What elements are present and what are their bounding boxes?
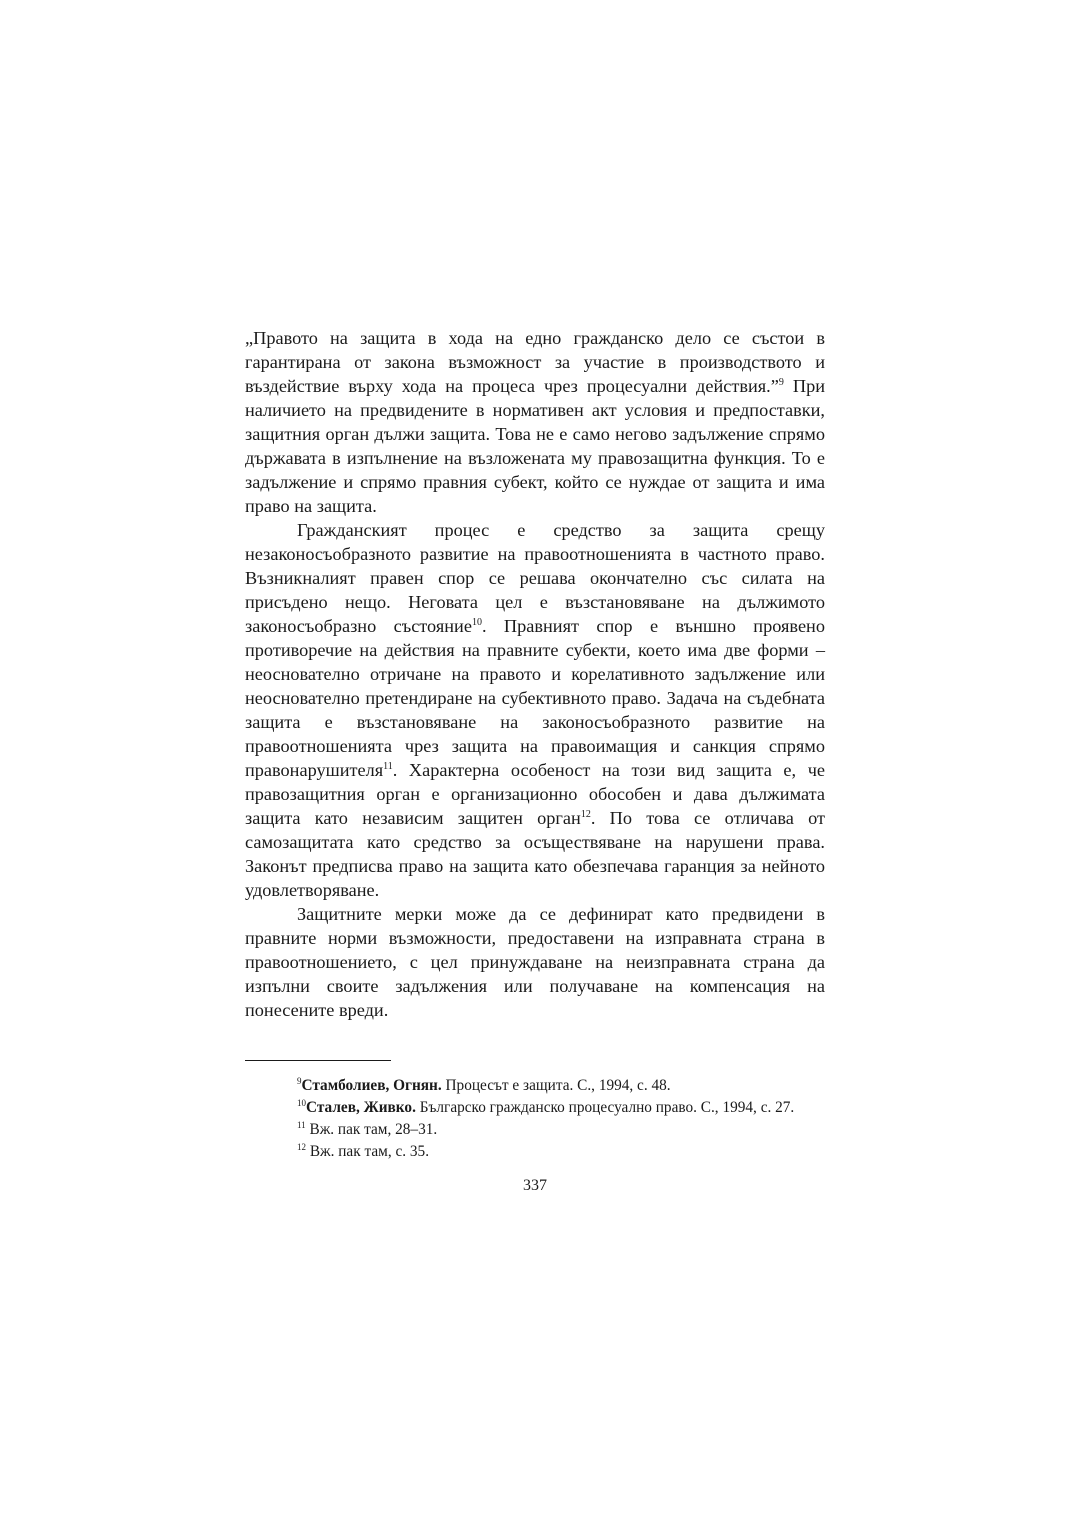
footnote-number: 10 [297, 1098, 306, 1108]
footnote-text: Българско гражданско процесуално право. С., 1994, с. 27. [415, 1099, 795, 1116]
page-content [245, 326, 825, 1197]
paragraph-text: При наличието на предвидените в нормативен акт условия и предпоставки, защитния орган дължи защита. Това не е само негово задължение спрямо държавата в изпълнение на възложената му правозащитна функция. То е задължение и спрямо правния субект, който се нуждае от защита и има право на защита. [245, 376, 825, 516]
footnote-10 [245, 1097, 825, 1119]
footnote-text: Вж. пак там, с. 35. [306, 1143, 430, 1160]
footnote-ref-10: 10 [471, 617, 482, 628]
footnote-12 [245, 1141, 825, 1163]
paragraph-text: . Правният спор е външно проявено противоречие на действия на правните субекти, което има две форми – неоснователно отричане на правото и корелативното задължение или неоснователно претендиране на субективното право. Задача на съдебната защита е възстановяване на законосъобразното развитие на правоотношенията чрез защита на правоимащия и санкция спрямо правонарушителя [245, 616, 825, 780]
paragraph-1 [245, 326, 825, 518]
footnote-number: 11 [297, 1120, 306, 1130]
footnote-ref-12: 12 [580, 809, 591, 820]
paragraph-2 [245, 518, 825, 902]
footnote-author: Сталев, Живко. [306, 1099, 416, 1116]
footnote-ref-9: 9 [778, 377, 784, 388]
footnote-separator [245, 1060, 391, 1061]
footnote-text: Процесът е защита. С., 1994, с. 48. [441, 1077, 671, 1094]
paragraph-text: Защитните мерки може да се дефинират като предвидени в правните норми възможности, предоставени на изправната страна в правоотношението, с цел принуждаване на неизправната страна да изпълни своите задължения или получаване на компенсация на понесените вреди. [245, 904, 825, 1020]
footnote-number: 9 [297, 1076, 302, 1086]
footnote-ref-11: 11 [383, 761, 393, 772]
paragraph-text: Гражданският процес е средство за защита срещу незаконосъобразното развитие на правоотношенията в частното право. Възникналият правен спор се решава окончателно със силата на присъдено нещо. Неговата цел е възстановяване на дължимото законосъобразно състояние [245, 520, 825, 636]
paragraph-text: . Характерна особеност на този вид защита е, че правозащитния орган е организационно обособен и дава дължимата защита като независим защитен орган [245, 760, 825, 828]
body-text [245, 326, 825, 1022]
page-number: 337 [523, 1177, 547, 1194]
paragraph-text: „Правото на защита в хода на едно гражданско дело се състои в гарантирана от закона възможност за участие в производството и въздействие върху хода на процеса чрез процесуални действия.” [245, 328, 825, 396]
paragraph-text: . По това се отличава от самозащитата като средство за осъществяване на нарушени права. Законът предписва право на защита като обезпечава гаранция за нейното удовлетворяване. [245, 808, 825, 900]
footnote-9 [245, 1075, 825, 1097]
paragraph-3 [245, 902, 825, 1022]
footnotes [245, 1075, 825, 1163]
footnote-text: Вж. пак там, 28–31. [305, 1121, 438, 1138]
footnote-author: Стамболиев, Огнян. [301, 1077, 442, 1094]
footnote-number: 12 [297, 1142, 306, 1152]
footnote-11 [245, 1119, 825, 1141]
